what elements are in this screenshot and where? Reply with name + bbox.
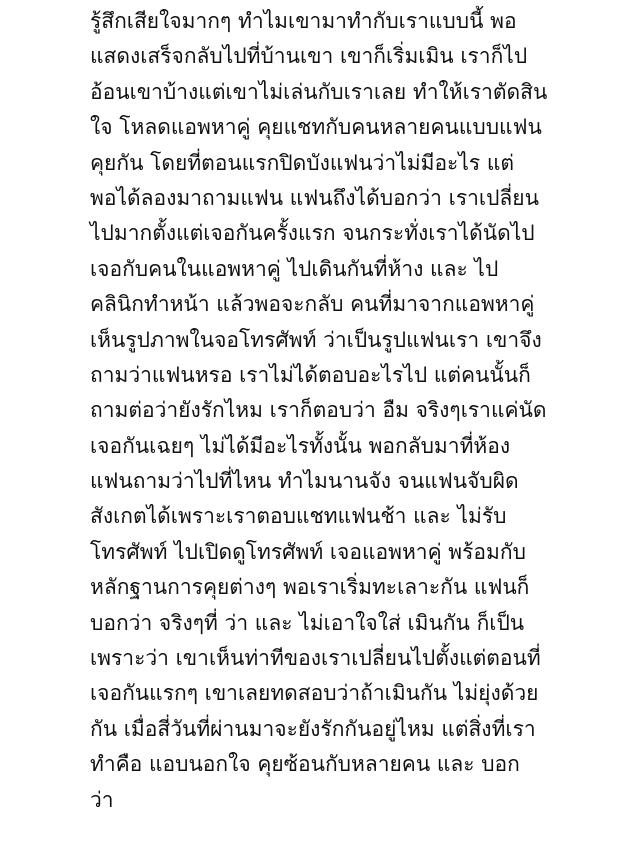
article-line: ถามต่อว่ายังรักไหม เราก็ตอบว่า อืม จริงๆเราแค่นัด <box>90 398 547 423</box>
article-line: คลินิกทำหน้า แล้วพอจะกลับ คนที่มาจากแอพหาคู่ <box>90 292 535 317</box>
article-line: แฟนถามว่าไปที่ไหน ทำไมนานจัง จนแฟนจับผิด <box>90 469 519 494</box>
article-line: แสดงเสร็จกลับไปที่บ้านเขา เขาก็เริ่มเมิน เราก็ไป <box>90 44 528 69</box>
article-line: ทำคือ แอบนอกใจ คุยซ้อนกับหลายคน และ บอก <box>90 752 520 777</box>
article-line: รู้สึกเสียใจมากๆ ทำไมเขามาทำกับเราแบบนี้ พอ <box>90 9 517 33</box>
article-line: คุยกัน โดยที่ตอนแรกปิดบังแฟนว่าไม่มีอะไร แต่ <box>90 150 515 175</box>
article-line: เห็นรูปภาพในจอโทรศัพท์ ว่าเป็นรูปแฟนเรา เขาจึง <box>90 327 542 352</box>
article-line: หลักฐานการคุยต่างๆ พอเราเริ่มทะเลาะกัน แฟนก็ <box>90 575 530 600</box>
article-line: อ้อนเขาบ้างแต่เขาไม่เล่นกับเราเลย ทำให้เราตัดสิน <box>90 79 548 104</box>
article-line: ไปมากตั้งแต่เจอกันครั้งแรก จนกระทั่งเราได้นัดไป <box>90 221 535 246</box>
article-line: เจอกันแรกๆ เขาเลยทดสอบว่าถ้าเมินกัน ไม่ยุ่งด้วย <box>90 681 539 706</box>
article-line: สังเกตได้เพราะเราตอบแชทแฟนช้า และ ไม่รับ <box>90 504 507 529</box>
article-line: เพราะว่า เขาเห็นท่าทีของเราเปลี่ยนไปตั้งแต่ตอนที่ <box>90 646 541 671</box>
article-body <box>90 4 550 818</box>
article-line: กัน เมื่อสี่วันที่ผ่านมาจะยังรักกันอยู่ไหม แต่สิ่งที่เรา <box>90 716 536 741</box>
article-line: โทรศัพท์ ไปเปิดดูโทรศัพท์ เจอแอพหาคู่ พร้อมกับ <box>90 539 526 564</box>
article-line: ถามว่าแฟนหรอ เราไม่ได้ตอบอะไรไป แต่คนนั้นก็ <box>90 362 531 387</box>
article-line: ว่า <box>90 787 114 812</box>
article-line: เจอกับคนในแอพหาคู่ ไปเดินกันที่ห้าง และ ไป <box>90 256 499 281</box>
article-line: พอได้ลองมาถามแฟน แฟนถึงได้บอกว่า เราเปลี่ยน <box>90 185 539 210</box>
article-line: ใจ โหลดแอพหาคู่ คุยแชทกับคนหลายคนแบบแฟน <box>90 115 542 140</box>
article-line: เจอกันเฉยๆ ไม่ได้มีอะไรทั้งนั้น พอกลับมาที่ห้อง <box>90 433 511 458</box>
article-line: บอกว่า จริงๆที่ ว่า และ ไม่เอาใจใส่ เมินกัน ก็เป็น <box>90 610 525 635</box>
